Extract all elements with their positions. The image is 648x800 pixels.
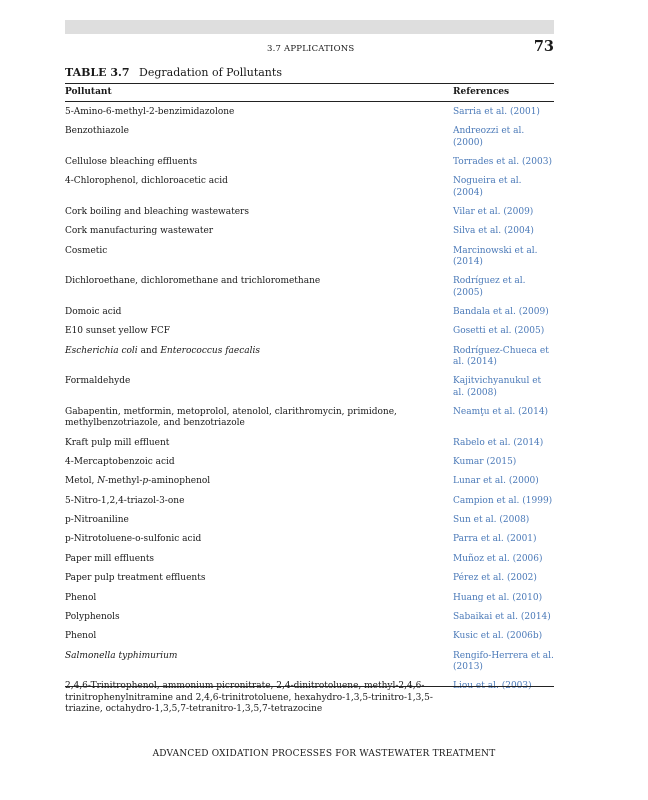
pollutant-cell: Domoic acid <box>65 306 122 317</box>
table-row <box>65 534 554 545</box>
table-row <box>65 126 554 148</box>
reference-link[interactable]: Rodríguez-Chueca et al. (2014) <box>453 345 549 367</box>
reference-link[interactable]: Rengifo-Herrera et al. (2013) <box>453 650 554 672</box>
pollutant-cell: Metol, N-methyl-p-aminophenol <box>65 476 211 487</box>
pollutant-cell: 5-Nitro-1,2,4-triazol-3-one <box>65 495 185 506</box>
table-body <box>65 107 554 723</box>
table-row <box>65 612 554 623</box>
reference-link[interactable]: Vilar et al. (2009) <box>453 206 534 217</box>
pollutant-cell: p-Nitroaniline <box>65 515 129 526</box>
reference-link[interactable]: Rodríguez et al. (2005) <box>453 276 526 298</box>
table-row <box>65 593 554 604</box>
pollutant-cell: Polyphenols <box>65 612 120 623</box>
table-row <box>65 246 554 268</box>
reference-link[interactable]: Gosetti et al. (2005) <box>453 326 545 337</box>
pollutant-cell: Cosmetic <box>65 245 108 256</box>
pollutant-cell: Cellulose bleaching effluents <box>65 156 198 167</box>
reference-link[interactable]: Parra et al. (2001) <box>453 534 537 545</box>
table-row <box>65 276 554 298</box>
table-row <box>65 407 554 429</box>
table-row <box>65 515 554 526</box>
page-footer: ADVANCED OXIDATION PROCESSES FOR WASTEWATER TREATMENT <box>152 749 496 759</box>
table-row <box>65 476 554 487</box>
pollutant-cell: Paper pulp treatment effluents <box>65 573 206 584</box>
pollutant-cell: trinitrophenylnitramine and 2,4,6-trinitrotoluene, hexahydro-1,3,5-trinitro-1,3,5-triazine, octahydro-1,3,5,7-tetranitro-1,3,5,7-tetrazocine <box>65 692 433 714</box>
reference-link[interactable]: Rabelo et al. (2014) <box>453 437 544 448</box>
reference-link[interactable]: Lunar et al. (2000) <box>453 476 539 487</box>
table-row <box>65 554 554 565</box>
reference-link[interactable]: Sarria et al. (2001) <box>453 107 540 117</box>
table-row <box>65 176 554 198</box>
table-row <box>65 346 554 368</box>
pollutant-cell: 5-Amino-6-methyl-2-benzimidazolone <box>65 107 235 117</box>
pollutant-cell: Gabapentin, metformin, metoprolol, atenolol, clarithromycin, primidone, methylbenzotriazole, and benzotriazole <box>65 406 397 429</box>
table-row <box>65 326 554 337</box>
table-row <box>65 496 554 507</box>
reference-link[interactable]: Marcinowski et al. (2014) <box>453 245 538 267</box>
pollutant-cell: Salmonella typhimurium <box>65 650 178 661</box>
reference-link[interactable]: Kajitvichyanukul et al. (2008) <box>453 376 542 398</box>
table-row <box>65 438 554 449</box>
reference-link[interactable]: Torrades et al. (2003) <box>453 156 552 167</box>
pollutant-cell: Dichloroethane, dichloromethane and trichloromethane <box>65 276 321 287</box>
running-header <box>0 38 648 59</box>
reference-link[interactable]: Nogueira et al. (2004) <box>453 176 522 198</box>
column-header-references: References <box>453 87 510 97</box>
reference-link[interactable]: Kumar (2015) <box>453 456 517 467</box>
reference-link[interactable]: Campion et al. (1999) <box>453 495 553 506</box>
pollutant-cell: Phenol <box>65 631 97 642</box>
table-row <box>65 226 554 237</box>
section-label: 3.7 APPLICATIONS <box>267 44 355 54</box>
pollutant-cell: Paper mill effluents <box>65 553 155 564</box>
reference-link[interactable]: Bandala et al. (2009) <box>453 306 549 317</box>
pollutant-cell: Benzothiazole <box>65 126 129 137</box>
reference-link[interactable]: Muñoz et al. (2006) <box>453 553 543 564</box>
table-header-rule <box>65 101 554 102</box>
page-number: 73 <box>533 38 554 55</box>
reference-link[interactable]: Sabaikai et al. (2014) <box>453 612 551 623</box>
column-header-pollutant: Pollutant <box>65 87 112 97</box>
reference-link[interactable]: Neamţu et al. (2014) <box>453 406 549 417</box>
pollutant-cell: 4-Mercaptobenzoic acid <box>65 456 175 467</box>
table-row <box>65 457 554 468</box>
table-row <box>65 107 554 118</box>
reference-link[interactable]: Kusic et al. (2006b) <box>453 631 543 642</box>
pollutant-cell: Phenol <box>65 592 97 603</box>
reference-link[interactable]: Silva et al. (2004) <box>453 226 534 237</box>
table-row <box>65 573 554 584</box>
pollutant-cell: Escherichia coli and Enterococcus faecalis <box>65 345 261 356</box>
top-gray-bar <box>65 20 554 34</box>
table-number: TABLE 3.7 <box>65 66 130 79</box>
table-row <box>65 157 554 168</box>
pollutant-cell: Formaldehyde <box>65 376 131 387</box>
reference-link[interactable]: Huang et al. (2010) <box>453 592 543 603</box>
pollutant-cell: 4-Chlorophenol, dichloroacetic acid <box>65 176 228 187</box>
reference-link[interactable]: Pérez et al. (2002) <box>453 573 537 584</box>
pollutant-cell: Cork boiling and bleaching wastewaters <box>65 206 249 217</box>
table-caption <box>65 66 282 79</box>
pollutant-cell: E10 sunset yellow FCF <box>65 326 171 337</box>
table-bottom-rule <box>65 686 554 687</box>
pollutant-cell: Cork manufacturing wastewater <box>65 226 214 237</box>
table-row <box>65 376 554 398</box>
table-row <box>65 651 554 673</box>
pollutant-cell: p-Nitrotoluene-o-sulfonic acid <box>65 534 202 545</box>
reference-link[interactable]: Andreozzi et al. (2000) <box>453 126 525 148</box>
table-row <box>65 631 554 642</box>
table-row <box>65 307 554 318</box>
table-title: Degradation of Pollutants <box>139 66 282 79</box>
reference-link[interactable]: Sun et al. (2008) <box>453 515 530 526</box>
table-row <box>65 207 554 218</box>
pollutant-cell: Kraft pulp mill effluent <box>65 437 170 448</box>
table-top-rule <box>65 83 554 84</box>
